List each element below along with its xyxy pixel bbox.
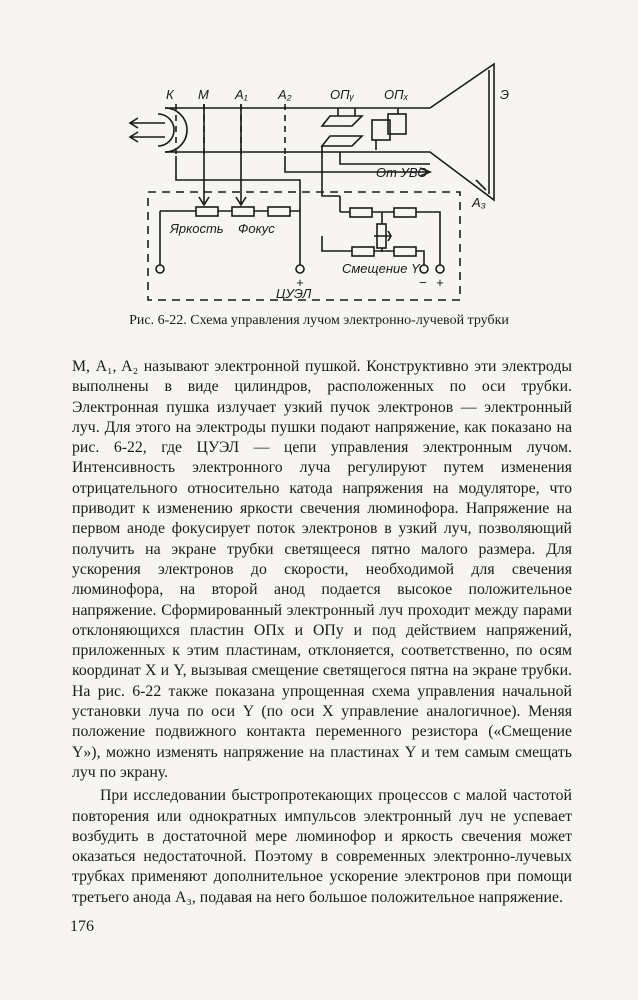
resistor-brightness (196, 207, 218, 216)
label-k: К (166, 87, 174, 102)
label-opy: ОПᵧ (330, 87, 355, 102)
resistor-focus (232, 207, 254, 216)
paragraph-1: М, A₁, A₂ называют электронной пушкой. Конструктивно эти электроды выполнены в виде цилиндров, расположенных по оси трубки. Электронная пушка излучает узкий пучок электронов — электронный луч. Для этого на электроды пушки подают напряжение, как показано на рис. 6-22, где ЦУЭЛ — цепи управления электронным лучом. Интенсивность электронного луча регулируют путем изменения отрицательного относительно катода напряжения на модуляторе, что приводит к изменению яркости свечения люминофора. Напряжение на первом аноде фокусирует поток электронов в узкий луч, позволяющий получить на экране трубки светящееся пятно малого размера. Для ускорения электронов до скорости, необходимой для свечения люминофора, на второй анод подается высокое положительное напряжение. Сформированный электронный луч проходит между парами отклоняющихся пластин ОПx и ОПy и под действием напряжений, приложенных к этим пластинам, отклоняется, соответственно, по осям координат X и Y, вызывая смещение светящегося пятна на экране трубки. На рис. 6-22 также показана упрощенная схема управления начальной установки луча по оси Y (по оси X управление аналогичное). Меняя положение подвижного контакта переменного резистора («Смещение Y»), можно изменять напряжение на пластинах Y и тем самым смещать луч по экрану. (72, 358, 572, 781)
body-text (72, 357, 572, 908)
label-brightness: Яркость (170, 221, 224, 236)
label-a3: A₃ (472, 195, 486, 210)
label-a2: A₂ (278, 87, 292, 102)
label-plus-2: + (436, 275, 444, 290)
label-minus: − (419, 275, 427, 290)
figure-6-22 (0, 0, 638, 340)
resistor-3 (268, 207, 290, 216)
label-shift-y: Смещение Y (342, 261, 420, 276)
label-a1: A₁ (235, 87, 248, 102)
crt-circuit-diagram (0, 0, 638, 310)
terminal-plus-1 (296, 265, 304, 273)
terminal-minus-2 (420, 265, 428, 273)
resistor-y2 (394, 208, 416, 217)
label-ot-uvo: От УВО (376, 165, 428, 180)
resistor-y3 (352, 247, 374, 256)
terminal-minus-1 (156, 265, 164, 273)
terminal-plus-2 (436, 265, 444, 273)
resistor-y1 (350, 208, 372, 217)
label-m: М (198, 87, 209, 102)
figure-caption: Рис. 6-22. Схема управления лучом электронно-лучевой трубки (129, 313, 509, 328)
page-number: 176 (70, 918, 94, 935)
electrode-dashes (176, 104, 285, 156)
label-focus: Фокус (238, 221, 275, 236)
plate-y-top (322, 116, 362, 126)
label-tsuel: ЦУЭЛ (276, 286, 312, 301)
label-opx: ОПₓ (384, 87, 409, 102)
plate-y-bottom (322, 136, 362, 146)
label-screen: Э (500, 87, 510, 102)
paragraph-2: При исследовании быстропротекающих процессов с малой частотой повторения или однократных импульсов электронный луч не успевает возбудить в достаточной мере люминофор и яркость свечения может оказаться недостаточной. Поэтому в современных электронно-лучевых трубках применяют дополнительное ускорение электронов при помощи третьего анода A₃, подавая на него большое положительное напряжение. (72, 787, 572, 906)
resistor-y4 (394, 247, 416, 256)
label-plus-1: + (296, 275, 304, 290)
